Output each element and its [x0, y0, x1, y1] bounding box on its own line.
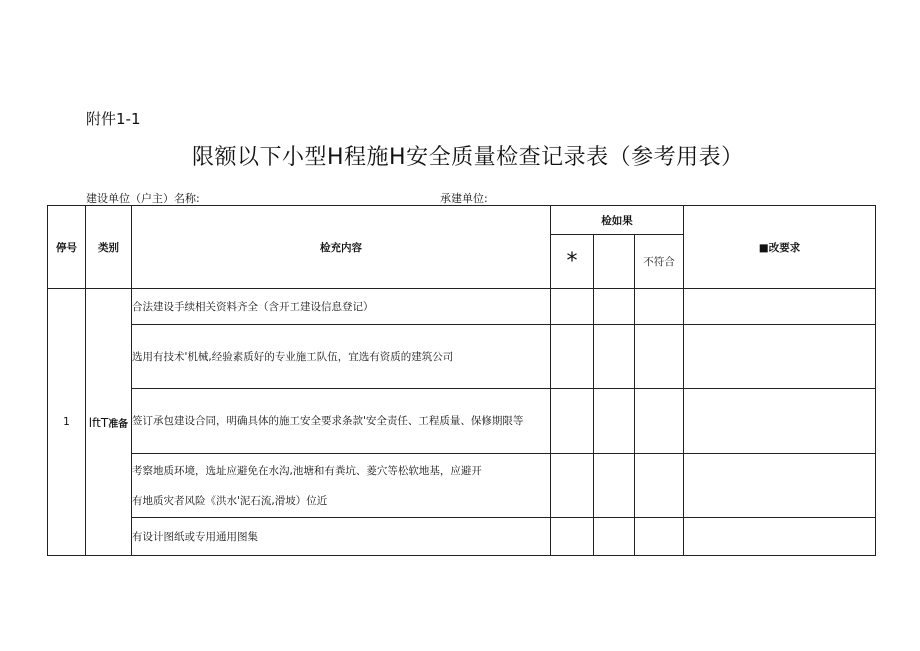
blank-cell[interactable] [594, 289, 635, 325]
rectify-cell[interactable] [684, 454, 876, 518]
rectify-cell[interactable] [684, 389, 876, 454]
nonconform-header: 不符合 [635, 235, 684, 289]
table-row [48, 454, 876, 518]
nonconform-cell[interactable] [635, 389, 684, 454]
table-row [48, 518, 876, 556]
blank-cell[interactable] [594, 518, 635, 556]
category-header: 类别 [86, 206, 132, 289]
rectify-cell[interactable] [684, 325, 876, 389]
conform-cell[interactable] [551, 325, 594, 389]
category-main: lftT [88, 415, 109, 430]
item-text: 签订承包建设合同，明确具体的施工安全要求条款'安全责任、工程质量、保修期限等 [132, 415, 524, 427]
item-text: 合法建设手续相关资料齐全（含开工建设信息登记） [132, 300, 374, 313]
table-row [48, 389, 876, 454]
item-text: 选用有技术'机械,经验素质好的专业施工队伍，宜选有资质的建筑公司 [132, 350, 454, 363]
construction-unit-label: 建设单位（户主）名称: [86, 192, 200, 205]
rectify-header: ■改要求 [684, 206, 876, 289]
seq-header: 停号 [48, 206, 86, 289]
rectify-cell[interactable] [684, 518, 876, 556]
check-item [132, 325, 551, 389]
item-text: 有地质灾者风险《洪水'泥石流,滑坡）位近 [132, 494, 328, 507]
nonconform-cell[interactable] [635, 325, 684, 389]
conform-cell[interactable] [551, 389, 594, 454]
check-item [132, 289, 551, 325]
category-sub: 准备 [108, 418, 129, 430]
row-category [86, 289, 132, 556]
rectify-cell[interactable] [684, 289, 876, 325]
row-seq: 1 [48, 289, 86, 556]
conform-cell[interactable] [551, 454, 594, 518]
item-text: 考察地质环境，选址应避免在水沟,池塘和有粪坑、菱穴等松软地基，应避开 [132, 464, 482, 477]
nonconform-cell[interactable] [635, 289, 684, 325]
contractor-unit-label: 承建单位: [440, 192, 488, 205]
blank-cell[interactable] [594, 389, 635, 454]
conform-cell[interactable] [551, 518, 594, 556]
conform-mark: * [551, 235, 594, 289]
check-result-header: 检如果 [551, 206, 684, 235]
check-item [132, 389, 551, 454]
blank-cell[interactable] [594, 325, 635, 389]
conform-cell[interactable] [551, 289, 594, 325]
blank-cell[interactable] [594, 454, 635, 518]
page-title: 限额以下小型H程施H安全质量检查记录表（参考用表） [192, 145, 744, 170]
table-row [48, 289, 876, 325]
result-blank-header [594, 235, 635, 289]
check-item [132, 454, 551, 518]
check-item [132, 518, 551, 556]
attachment-label: 附件1-1 [86, 110, 141, 128]
nonconform-cell[interactable] [635, 518, 684, 556]
table-row [48, 325, 876, 389]
inspection-table [47, 205, 876, 556]
nonconform-cell[interactable] [635, 454, 684, 518]
content-header: 检充内容 [132, 206, 551, 289]
item-text: 有设计图纸或专用通用图集 [132, 530, 258, 543]
